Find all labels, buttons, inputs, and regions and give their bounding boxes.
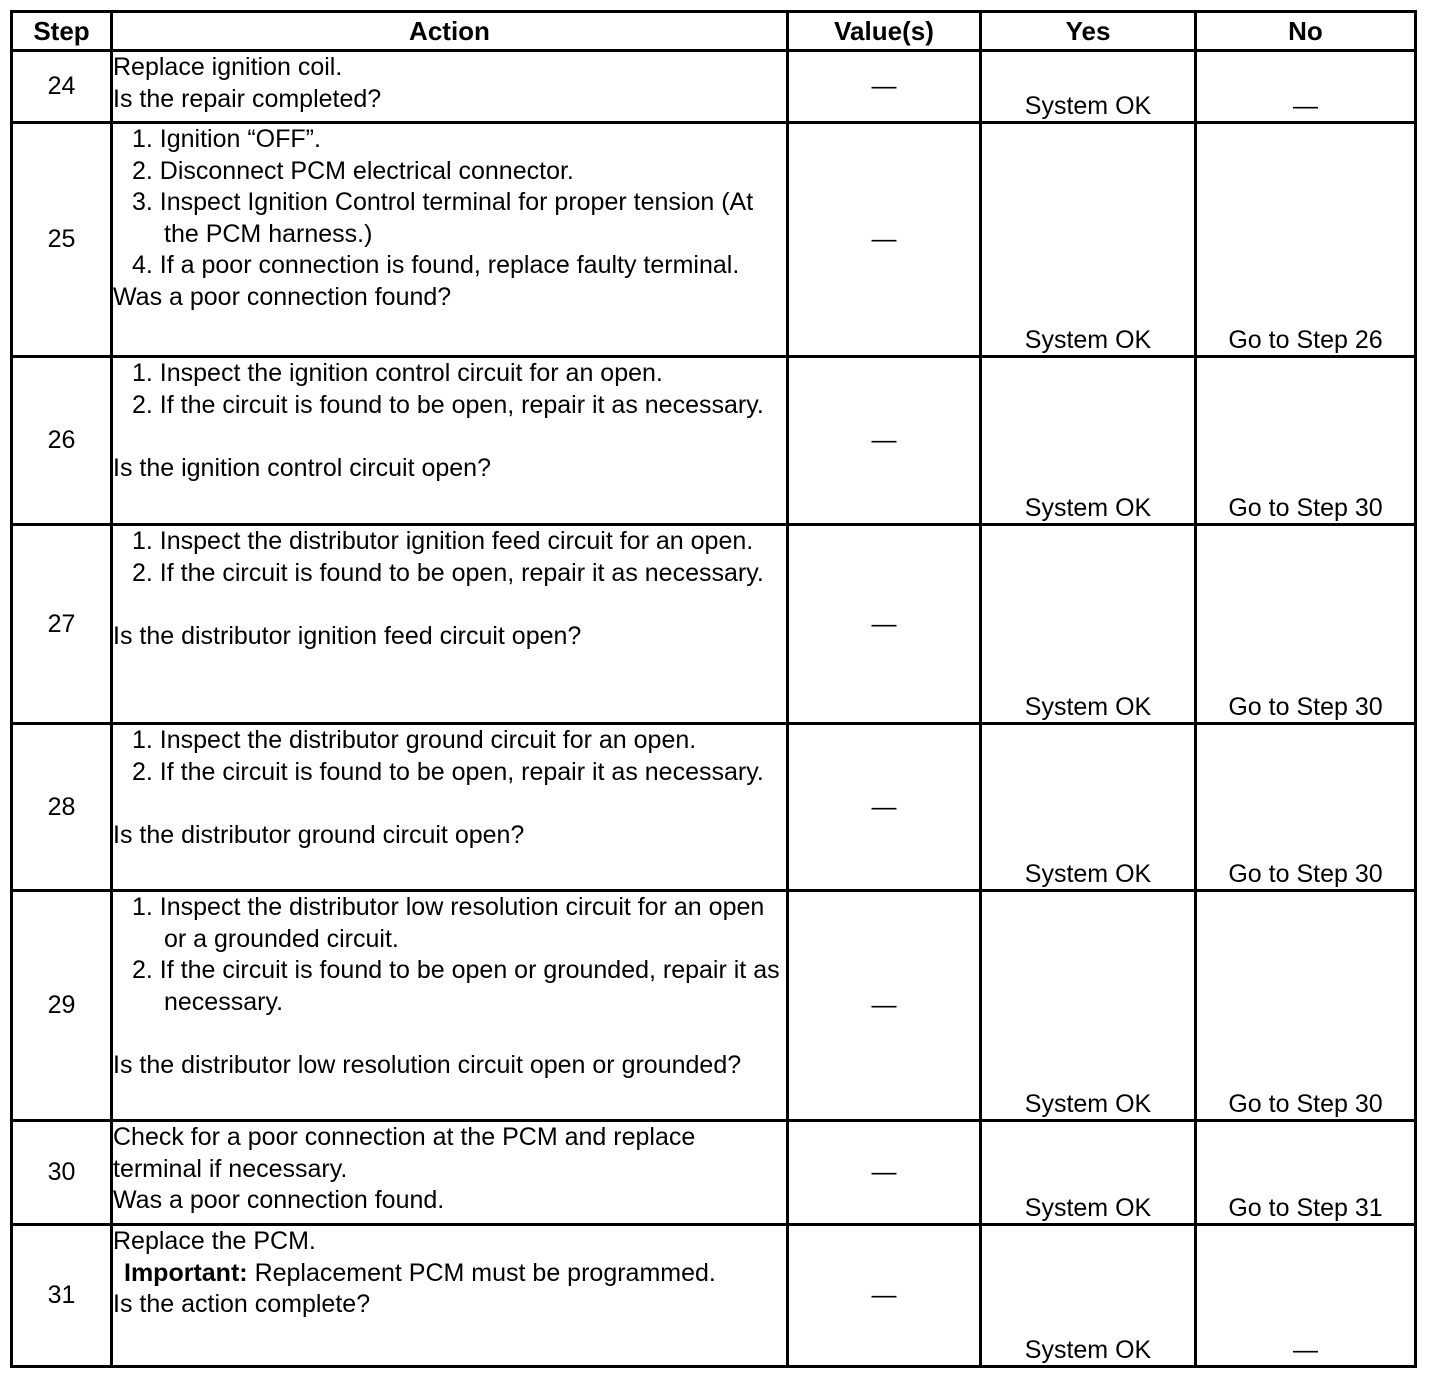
important-note: [113, 1258, 786, 1290]
action-question: Was a poor connection found.: [113, 1186, 445, 1214]
action-cell: [112, 1121, 788, 1225]
spacer: [113, 421, 786, 453]
table-row: [12, 1121, 1416, 1225]
header-step: Step: [12, 12, 112, 51]
action-substep: 1. Inspect the distributor low resolution circuit for an open or a grounded circuit.: [132, 893, 765, 953]
table-row: [12, 123, 1416, 357]
action-question: Is the distributor ignition feed circuit open?: [113, 621, 582, 650]
table-row: [12, 1225, 1416, 1367]
action-substep: 3. Inspect Ignition Control terminal for proper tension (At the PCM harness.): [132, 188, 754, 248]
action-substep: 2. If the circuit is found to be open, repair it as necessary.: [132, 390, 764, 419]
action-question: Is the distributor low resolution circuit open or grounded?: [113, 1050, 742, 1079]
table-row: [12, 891, 1416, 1121]
no-cell: Go to Step 30: [1196, 525, 1416, 724]
no-cell: Go to Step 30: [1196, 724, 1416, 891]
action-question: Is the repair completed?: [113, 84, 382, 113]
important-label: Important:: [124, 1258, 248, 1287]
no-cell: Go to Step 31: [1196, 1121, 1416, 1225]
action-question: Is the action complete?: [113, 1290, 371, 1318]
action-question: Is the ignition control circuit open?: [113, 453, 491, 482]
action-substep: 2. Disconnect PCM electrical connector.: [132, 156, 574, 185]
yes-cell: System OK: [981, 1225, 1196, 1367]
step-number: 28: [12, 724, 112, 891]
table-row: [12, 357, 1416, 525]
action-substep: 1. Inspect the ignition control circuit for an open.: [132, 359, 663, 387]
header-yes: Yes: [981, 12, 1196, 51]
table-row: [12, 525, 1416, 724]
value-cell: —: [788, 525, 981, 724]
step-number: 30: [12, 1121, 112, 1225]
table-row: [12, 51, 1416, 123]
action-substep: 1. Ignition “OFF”.: [132, 125, 321, 153]
action-cell: [112, 51, 788, 123]
value-cell: —: [788, 1225, 981, 1367]
yes-cell: System OK: [981, 357, 1196, 525]
no-cell: Go to Step 26: [1196, 123, 1416, 357]
step-number: 25: [12, 123, 112, 357]
value-cell: —: [788, 51, 981, 123]
no-cell: Go to Step 30: [1196, 891, 1416, 1121]
spacer: [113, 788, 786, 820]
yes-cell: System OK: [981, 724, 1196, 891]
value-cell: —: [788, 891, 981, 1121]
action-substep: 2. If the circuit is found to be open, repair it as necessary.: [132, 757, 764, 786]
no-cell: Go to Step 30: [1196, 357, 1416, 525]
action-cell: [112, 724, 788, 891]
step-number: 29: [12, 891, 112, 1121]
yes-cell: System OK: [981, 51, 1196, 123]
action-substep: 4. If a poor connection is found, replace faulty terminal.: [132, 251, 740, 279]
header-values: Value(s): [788, 12, 981, 51]
action-substep: 1. Inspect the distributor ignition feed circuit for an open.: [132, 527, 754, 555]
action-cell: [112, 1225, 788, 1367]
no-cell: —: [1196, 51, 1416, 123]
yes-cell: System OK: [981, 123, 1196, 357]
action-text: Replace ignition coil.: [113, 53, 343, 81]
step-number: 24: [12, 51, 112, 123]
yes-cell: System OK: [981, 525, 1196, 724]
value-cell: —: [788, 1121, 981, 1225]
header-row: [12, 12, 1416, 51]
spacer: [113, 589, 786, 621]
spacer: [113, 1018, 786, 1050]
diagnostic-table: [10, 10, 1417, 1368]
step-number: 26: [12, 357, 112, 525]
action-question: Is the distributor ground circuit open?: [113, 820, 525, 849]
step-number: 27: [12, 525, 112, 724]
value-cell: —: [788, 724, 981, 891]
header-action: Action: [112, 12, 788, 51]
action-cell: [112, 123, 788, 357]
action-text: Check for a poor connection at the PCM and replace terminal if necessary.: [113, 1123, 696, 1183]
header-no: No: [1196, 12, 1416, 51]
no-cell: —: [1196, 1225, 1416, 1367]
action-text: Replace the PCM.: [113, 1227, 316, 1255]
value-cell: —: [788, 357, 981, 525]
action-cell: [112, 525, 788, 724]
action-cell: [112, 357, 788, 525]
yes-cell: System OK: [981, 891, 1196, 1121]
step-number: 31: [12, 1225, 112, 1367]
important-text: Replacement PCM must be programmed.: [254, 1258, 716, 1287]
action-substep: 2. If the circuit is found to be open or grounded, repair it as necessary.: [132, 956, 780, 1016]
action-cell: [112, 891, 788, 1121]
action-question: Was a poor connection found?: [113, 282, 452, 311]
action-substep: 2. If the circuit is found to be open, repair it as necessary.: [132, 558, 764, 587]
action-substep: 1. Inspect the distributor ground circuit for an open.: [132, 726, 697, 754]
yes-cell: System OK: [981, 1121, 1196, 1225]
table-row: [12, 724, 1416, 891]
value-cell: —: [788, 123, 981, 357]
